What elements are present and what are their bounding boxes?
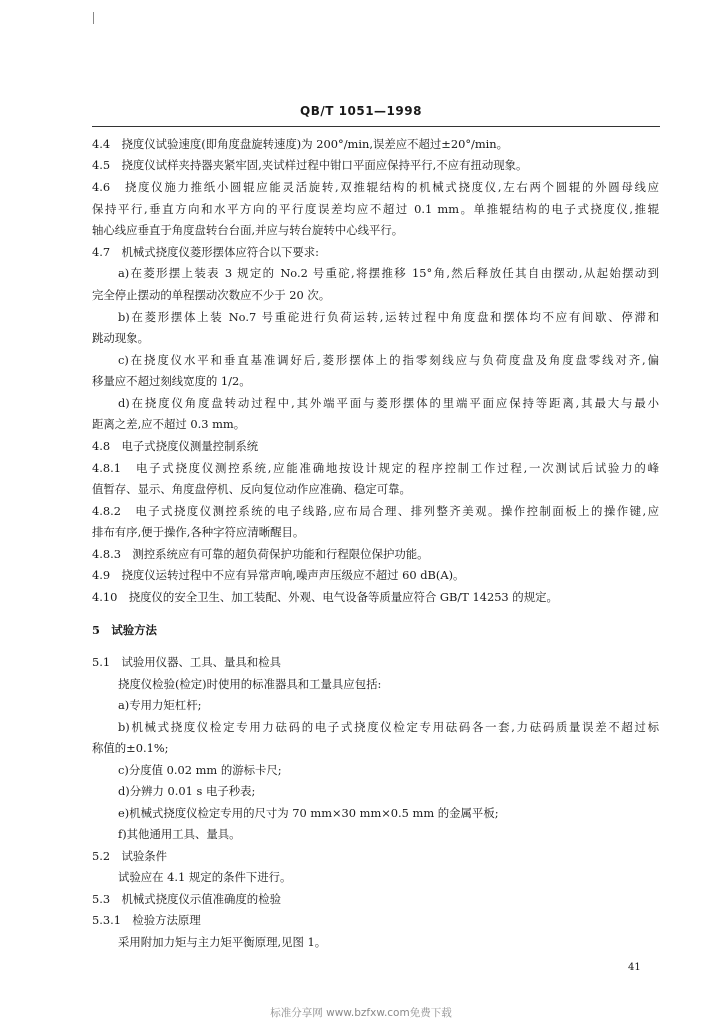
item-4-7-d-line-1: d)在挠度仪角度盘转动过程中,其外端平面与菱形摆体的里端平面应保持等距离,其最大与最小: [118, 396, 659, 410]
clause-4-4: 4.4 挠度仪试验速度(即角度盘旋转速度)为 200°/min,误差应不超过±20°/min。: [92, 137, 509, 151]
item-4-7-b-line-1: b)在菱形摆体上装 No.7 号重砣进行负荷运转,运转过程中角度盘和摆体均不应有间歇、停滞和: [118, 310, 659, 324]
clause-5-1: 5.1 试验用仪器、工具、量具和检具: [92, 655, 281, 669]
clause-4-7: 4.7 机械式挠度仪菱形摆体应符合以下要求:: [92, 245, 319, 259]
clause-5-3: 5.3 机械式挠度仪示值准确度的检验: [92, 892, 281, 906]
clause-4-8-1-line-1: 4.8.1 电子式挠度仪测控系统,应能准确地按设计规定的程序控制工作过程,一次测试后试验力的峰: [92, 461, 659, 475]
clause-4-10: 4.10 挠度仪的安全卫生、加工装配、外观、电气设备等质量应符合 GB/T 14253 的规定。: [92, 590, 558, 604]
clause-5-2: 5.2 试验条件: [92, 849, 168, 863]
clause-4-8-2-line-2: 排布有序,便于操作,各种字符应清晰醒目。: [92, 525, 305, 539]
standard-code-header: QB/T 1051—1998: [300, 104, 422, 118]
item-5-1-b-line-1: b)机械式挠度仪检定专用力砝码的电子式挠度仪检定专用砝码各一套,力砝码质量误差不超过标: [118, 720, 659, 734]
item-5-1-d: d)分辨力 0.01 s 电子秒表;: [118, 784, 256, 798]
clause-5-3-1: 5.3.1 检验方法原理: [92, 913, 201, 927]
item-4-7-c-line-2: 移量应不超过刻线宽度的 1/2。: [92, 374, 251, 388]
clause-4-8-2-line-1: 4.8.2 电子式挠度仪测控系统的电子线路,应布局合理、排列整齐美观。操作控制面板上的操作键,应: [92, 504, 659, 518]
item-4-7-a-line-2: 完全停止摆动的单程摆动次数应不少于 20 次。: [92, 288, 331, 302]
item-4-7-b-line-2: 跳动现象。: [92, 331, 149, 345]
clause-5-2-text: 试验应在 4.1 规定的条件下进行。: [118, 870, 292, 884]
item-5-1-c: c)分度值 0.02 mm 的游标卡尺;: [118, 763, 282, 777]
item-4-7-a-line-1: a)在菱形摆上装表 3 规定的 No.2 号重砣,将摆推移 15°角,然后释放任其自由摆动,从起始摆动到: [118, 266, 659, 280]
watermark-footer: 标准分享网 www.bzfxw.com免费下载: [270, 1007, 452, 1019]
section-5-heading: 5 试验方法: [92, 623, 157, 637]
clause-4-8-1-line-2: 值暂存、显示、角度盘停机、反向复位动作应准确、稳定可靠。: [92, 482, 411, 496]
item-5-1-a: a)专用力矩杠杆;: [118, 698, 202, 712]
clause-4-8-3: 4.8.3 测控系统应有可靠的超负荷保护功能和行程限位保护功能。: [92, 547, 429, 561]
clause-4-6-line-3: 轴心线应垂直于角度盘转台台面,并应与转台旋转中心线平行。: [92, 223, 404, 237]
page-number: 41: [628, 962, 641, 973]
clause-4-5: 4.5 挠度仪试样夹持器夹紧牢固,夹试样过程中钳口平面应保持平行,不应有扭动现象。: [92, 158, 528, 172]
clause-4-9: 4.9 挠度仪运转过程中不应有异常声响,噪声声压级应不超过 60 dB(A)。: [92, 568, 465, 582]
item-5-1-b-line-2: 称值的±0.1%;: [92, 741, 169, 755]
clause-4-6-line-2: 保持平行,垂直方向和水平方向的平行度误差均应不超过 0.1 mm。单推辊结构的电子式挠度仪,推辊: [92, 202, 659, 216]
item-5-1-f: f)其他通用工具、量具。: [118, 827, 241, 841]
item-4-7-d-line-2: 距离之差,应不超过 0.3 mm。: [92, 417, 246, 431]
clause-4-8: 4.8 电子式挠度仪测量控制系统: [92, 439, 259, 453]
header-divider: [92, 126, 660, 127]
scan-mark: [93, 12, 94, 24]
clause-4-6-line-1: 4.6 挠度仪施力推纸小圆辊应能灵活旋转,双推辊结构的机械式挠度仪,左右两个圆辊的外圆母线应: [92, 180, 659, 194]
clause-5-1-intro: 挠度仪检验(检定)时使用的标准器具和工量具应包括:: [118, 677, 382, 691]
item-4-7-c-line-1: c)在挠度仪水平和垂直基准调好后,菱形摆体上的指零刻线应与负荷度盘及角度盘零线对齐,偏: [118, 353, 659, 367]
item-5-1-e: e)机械式挠度仪检定专用的尺寸为 70 mm×30 mm×0.5 mm 的金属平板;: [118, 806, 499, 820]
clause-5-3-1-text: 采用附加力矩与主力矩平衡原理,见图 1。: [118, 935, 327, 949]
